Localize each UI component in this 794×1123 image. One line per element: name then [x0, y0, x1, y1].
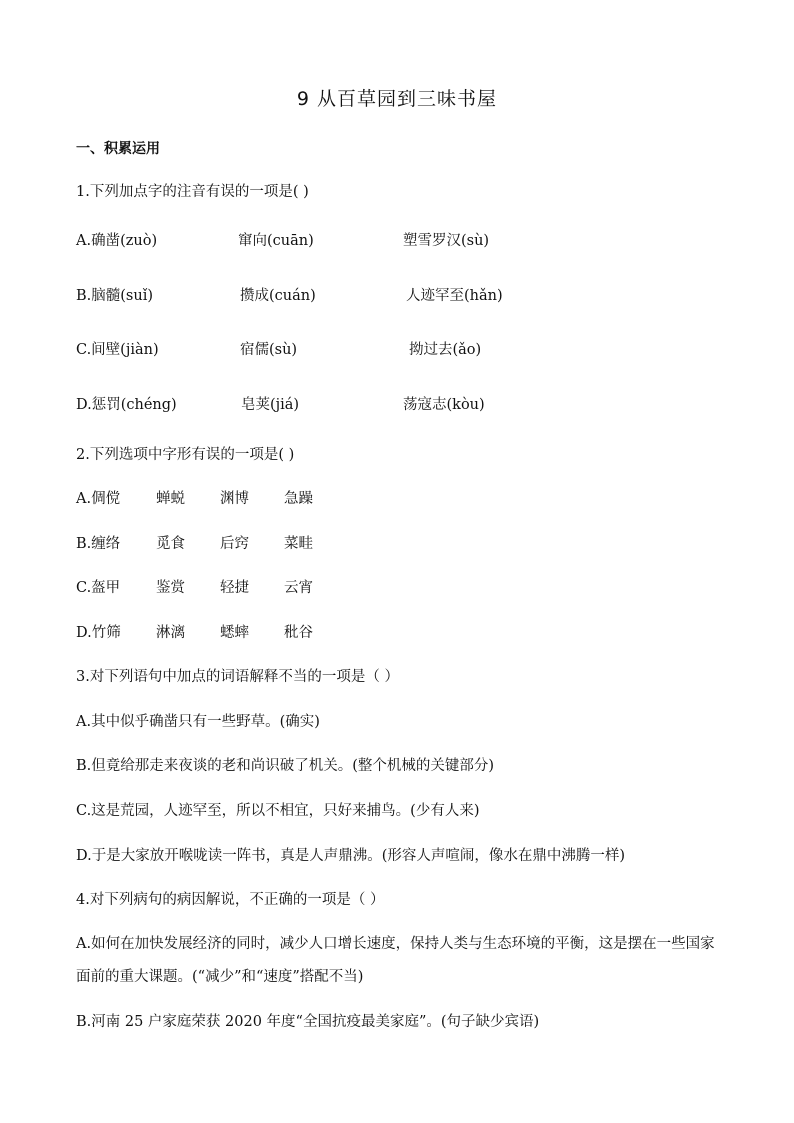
q3-option-b: B.但竟给那走来夜谈的老和尚识破了机关。(整个机械的关键部分) — [76, 758, 495, 774]
q2-c-word-2: 鉴赏 — [156, 580, 185, 596]
q1-d-item-1: D.惩罚(chéng) — [76, 397, 177, 413]
question-4-stem: 4.对下列病句的病因解说，不正确的一项是（ ） — [76, 892, 385, 908]
question-3-stem: 3.对下列语句中加点的词语解释不当的一项是（ ） — [76, 669, 399, 685]
q2-option-c — [76, 577, 726, 599]
q2-option-d — [76, 622, 726, 644]
q1-option-d — [76, 394, 726, 416]
section-heading: 一、积累运用 — [76, 141, 160, 157]
q1-option-b — [76, 285, 726, 307]
q2-c-word-1: C.盔甲 — [76, 580, 121, 596]
q3-option-c: C.这是荒园，人迹罕至，所以不相宜，只好来捕鸟。(少有人来) — [76, 803, 480, 819]
q1-c-item-3: 拗过去(ǎo) — [409, 342, 482, 358]
q1-option-c — [76, 339, 726, 361]
q2-a-word-3: 渊博 — [220, 491, 249, 507]
q3-option-d: D.于是大家放开喉咙读一阵书，真是人声鼎沸。(形容人声喧闹，像水在鼎中沸腾一样) — [76, 848, 626, 864]
q2-option-b — [76, 533, 726, 555]
q2-d-word-2: 淋漓 — [156, 625, 185, 641]
q2-d-word-1: D.竹筛 — [76, 625, 121, 641]
q1-d-item-2: 皂荚(jiá) — [241, 397, 300, 413]
q2-d-word-3: 蟋蟀 — [220, 625, 249, 641]
q4-option-a: A.如何在加快发展经济的同时，减少人口增长速度，保持人类与生态环境的平衡，这是摆在一些国家面前的重大课题。(“减少”和“速度”搭配不当) — [76, 936, 715, 985]
q1-b-item-2: 攒成(cuán) — [240, 288, 316, 304]
q1-b-item-1: B.脑髓(suǐ) — [76, 288, 153, 304]
q2-a-word-4: 急躁 — [284, 491, 313, 507]
q2-a-word-1: A.倜傥 — [76, 491, 121, 507]
q3-option-a: A.其中似乎确凿只有一些野草。(确实) — [76, 714, 320, 730]
q2-b-word-4: 菜畦 — [284, 536, 313, 552]
q2-b-word-2: 觅食 — [156, 536, 185, 552]
page-title: 9 从百草园到三味书屋 — [296, 88, 498, 110]
q2-option-a — [76, 488, 726, 510]
q2-c-word-4: 云宵 — [284, 580, 313, 596]
question-1-stem: 1.下列加点字的注音有误的一项是( ) — [76, 184, 309, 200]
q1-option-a — [76, 230, 726, 252]
q1-c-item-1: C.间壁(jiàn) — [76, 342, 159, 358]
q2-d-word-4: 秕谷 — [284, 625, 313, 641]
q2-c-word-3: 轻捷 — [220, 580, 249, 596]
q1-a-item-3: 塑雪罗汉(sù) — [403, 233, 490, 249]
q2-b-word-3: 后窍 — [220, 536, 249, 552]
q1-a-item-1: A.确凿(zuò) — [76, 233, 158, 249]
question-2-stem: 2.下列选项中字形有误的一项是( ) — [76, 447, 295, 463]
q1-d-item-3: 荡寇志(kòu) — [403, 397, 485, 413]
q4-option-b: B.河南 25 户家庭荣获 2020 年度“全国抗疫最美家庭”。(句子缺少宾语) — [76, 1014, 540, 1030]
q1-b-item-3: 人迹罕至(hǎn) — [406, 288, 503, 304]
q1-c-item-2: 宿儒(sù) — [240, 342, 298, 358]
q2-b-word-1: B.缠络 — [76, 536, 121, 552]
q1-a-item-2: 窜向(cuān) — [238, 233, 314, 249]
q2-a-word-2: 蝉蜕 — [156, 491, 185, 507]
